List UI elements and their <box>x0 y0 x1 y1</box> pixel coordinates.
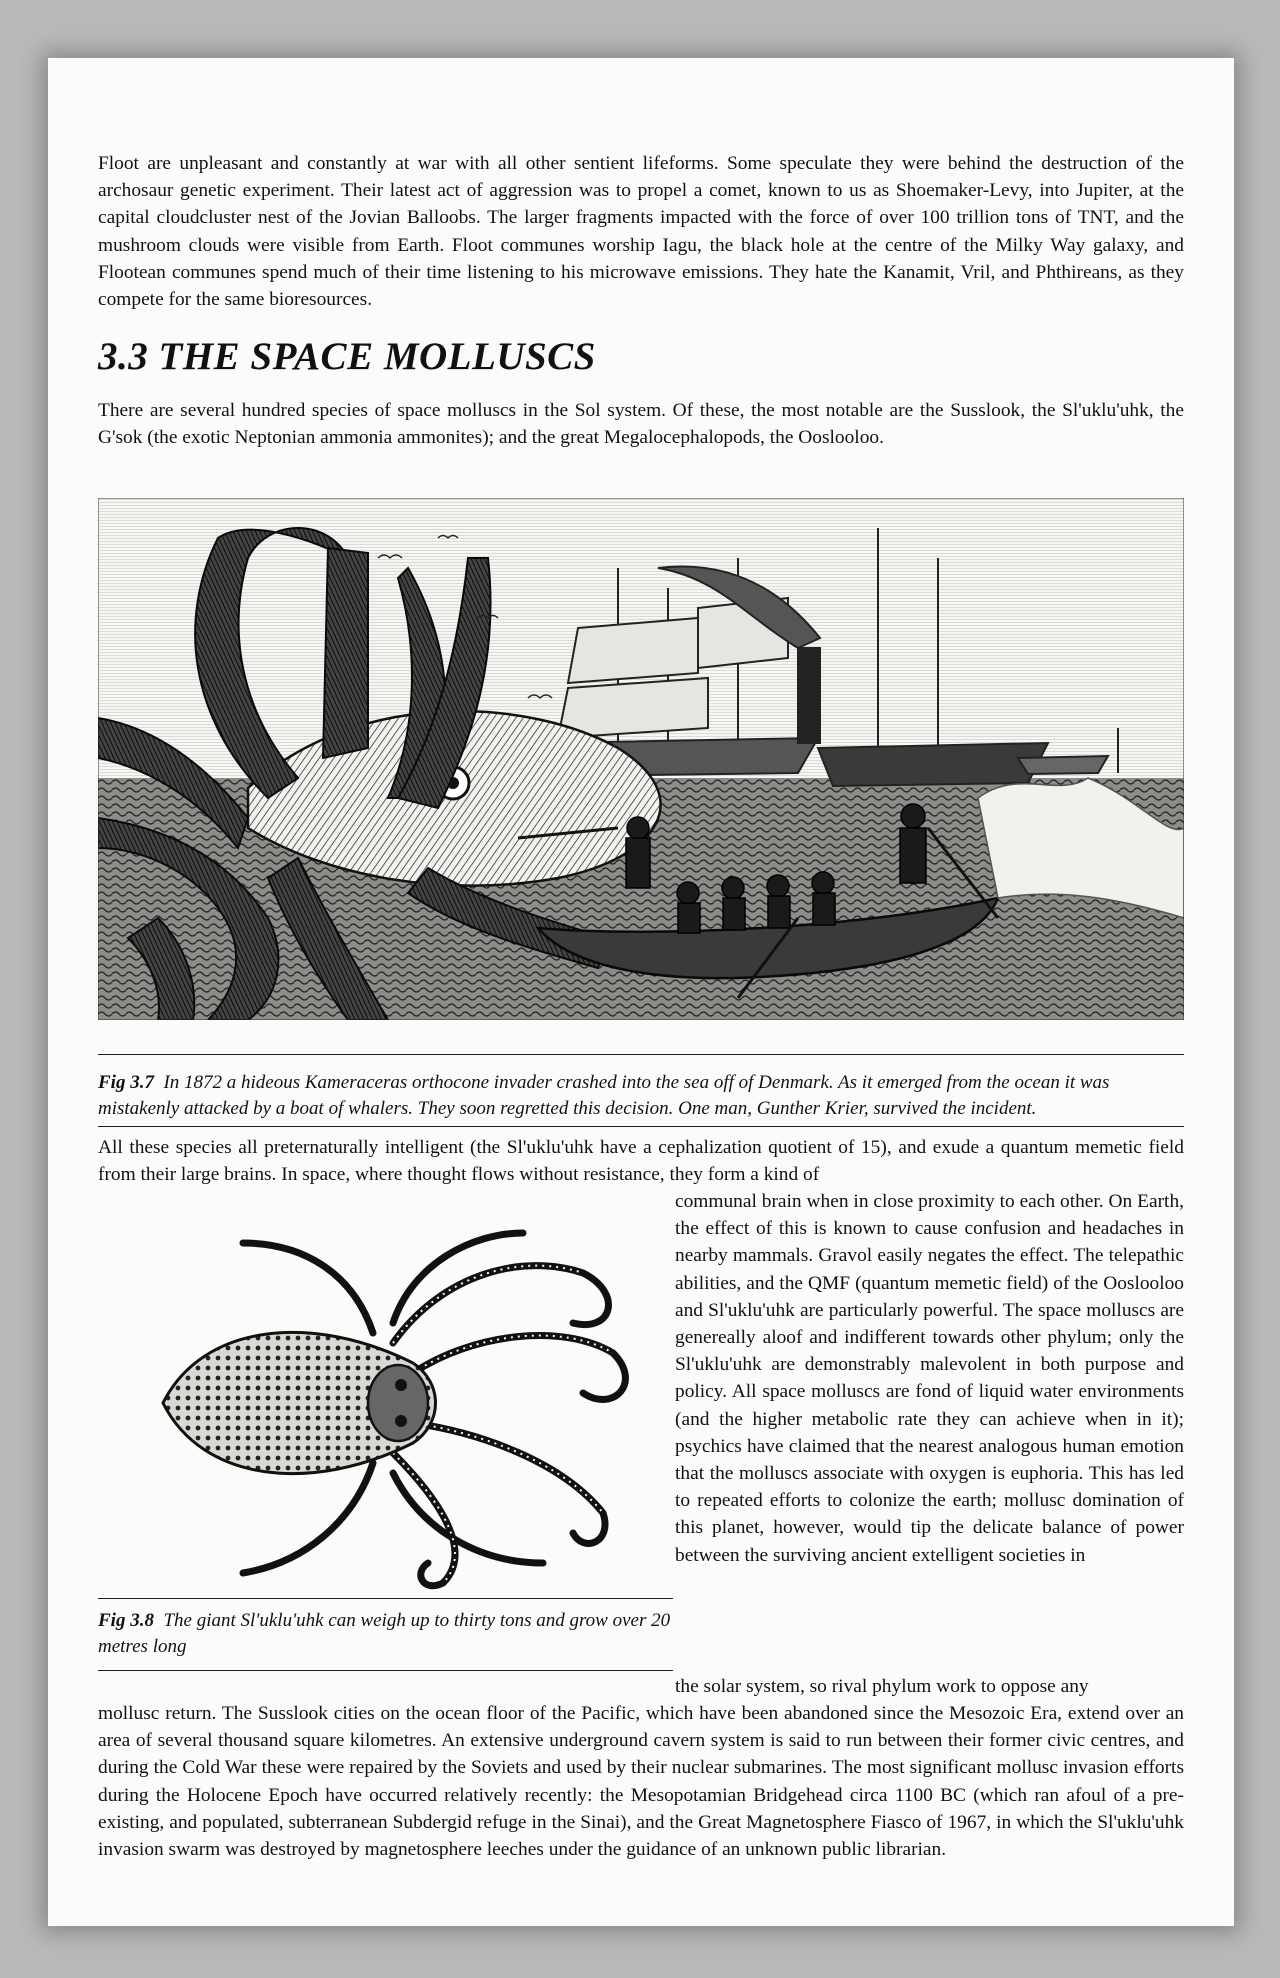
figure-3-8-caption <box>98 1608 673 1660</box>
section-heading: 3.3 THE SPACE MOLLUSCS <box>98 335 596 378</box>
caption-rule-bottom <box>98 1126 1184 1127</box>
caption-rule-top <box>98 1054 1184 1055</box>
figure-3-8-rule-bottom <box>98 1670 673 1671</box>
figure-3-7-caption <box>98 1070 1184 1122</box>
mollusc-engraving <box>143 1213 653 1593</box>
book-page <box>48 58 1234 1926</box>
figure-3-8-caption-text: The giant Sl'uklu'uhk can weigh up to thirty tons and grow over 20 metres long <box>98 1610 671 1657</box>
section-intro-paragraph: There are several hundred species of space molluscs in the Sol system. Of these, the most notable are the Susslook, the Sl'uklu'uhk, the G'sok (the exotic Neptonian ammonia ammonites); and the great Megalocephalopods, the Ooslooloo. <box>98 400 1184 449</box>
body-column-text: communal brain when in close proximity to each other. On Earth, the effect of this is known to cause confusion and headaches in nearby mammals. Gravol easily negates the effect. The telepathic abilities, and the QMF (quantum memetic field) of the Ooslooloo and Sl'uklu'uhk are particularly powerful. The space molluscs are genereally aloof and indifferent towards other phylum; only the Sl'uklu'uhk are demonstrably malevolent in both purpose and policy. All space molluscs are fond of liquid water environments (and the higher metabolic rate they can achieve when in it); psychics have claimed that the nearest analogous human emotion that the molluscs associate with oxygen is euphoria. This has led to repeated efforts to colonize the earth; mollusc domination of this planet, however, would tip the delicate balance of power between the surviving ancient extelligent societies in <box>675 1191 1184 1566</box>
mollusc-head <box>368 1365 428 1441</box>
body-lead-paragraph: All these species all preternaturally intelligent (the Sl'uklu'uhk have a cephalization quotient of 15), and exude a quantum memetic field from their large brains. In space, where thought flows without resistance, they form a kind of <box>98 1137 1184 1186</box>
figure-3-7-caption-text: In 1872 a hideous Kameraceras orthocone invader crashed into the sea off of Denmark. As it emerged from the ocean it was mistakenly attacked by a boat of whalers. They soon regretted this decision. One man, Gunther Krier, survived the incident. <box>98 1072 1110 1119</box>
figure-3-8-label: Fig 3.8 <box>98 1610 154 1631</box>
figure-3-8-rule-top <box>98 1598 673 1599</box>
intro-paragraph: Floot are unpleasant and constantly at war with all other sentient lifeforms. Some speculate they were behind the destruction of the archosaur genetic experiment. Their latest act of aggression was to propel a comet, known to us as Shoemaker-Levy, into Jupiter, at the capital cloudcluster nest of the Jovian Balloobs. The larger fragments impacted with the force of over 100 trillion tons of TNT, and the mushroom clouds were visible from Earth. Floot communes worship Iagu, the black hole at the centre of the Milky Way galaxy, and Flootean communes spend much of their time listening to his microwave emissions. They hate the Kanamit, Vril, and Phthireans, as they compete for the same bioresources. <box>98 153 1184 311</box>
body-column-end: the solar system, so rival phylum work to oppose any <box>675 1676 1089 1697</box>
figure-3-7-label: Fig 3.7 <box>98 1072 154 1093</box>
body-tail-paragraph: mollusc return. The Susslook cities on the ocean floor of the Pacific, which have been abandoned since the Mesozoic Era, extend over an area of several thousand square kilometres. An extensive underground cavern system is said to run between their former civic centres, and during the Cold War these were repaired by the Soviets and used by their nuclear submarines. The most significant mollusc invasion efforts during the Holocene Epoch have occurred relatively recently: the Mesopotamian Bridgehead circa 1100 BC (which ran afoul of a pre-existing, and populated, subterranean Subdergid refuge in the Sinai), and the Great Magnetosphere Fiasco of 1967, in which the Sl'uklu'uhk invasion swarm was destroyed by magnetosphere leeches under the guidance of an unknown public librarian. <box>98 1703 1184 1861</box>
squid-attack-engraving <box>98 498 1184 1020</box>
